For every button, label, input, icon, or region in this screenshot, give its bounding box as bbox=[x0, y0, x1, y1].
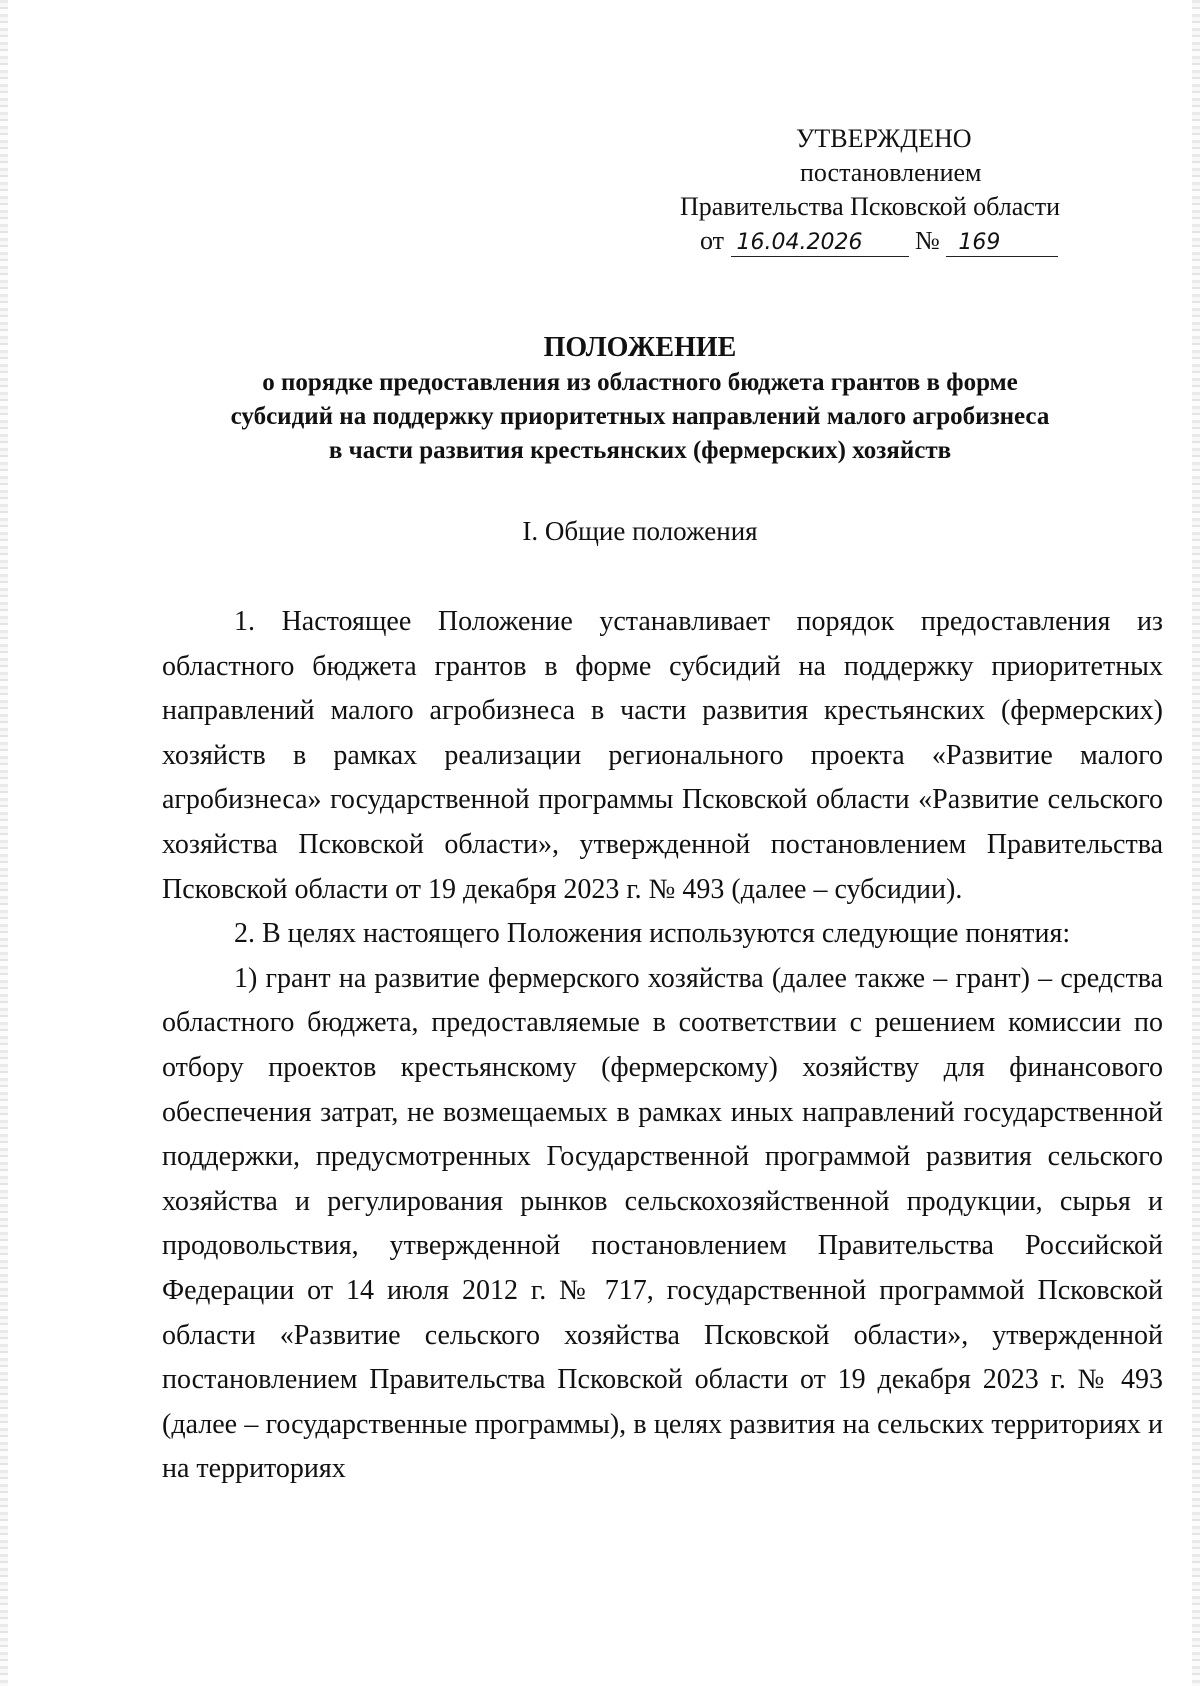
scan-edge-right bbox=[1192, 0, 1200, 1686]
paragraph-1: 1. Настоящее Положение устанавливает порядок предоставления из областного бюджета грантов в форме субсидий на поддержку приоритетных направлений малого агробизнеса в части развития крестьянских (фермерских) хозяйств в рамках реализации регионального проекта «Развитие малого агробизнеса» государственной программы Псковской области «Развитие сельского хозяйства Псковской области», утвержденной постановлением Правительства Псковской области от 19 декабря 2023 г. № 493 (далее – субсидии). bbox=[162, 606, 1163, 905]
approval-date-handwritten: 16.04.2026 bbox=[731, 230, 909, 257]
document-subtitle-line-1: о порядке предоставления из областного бюджета грантов в форме bbox=[262, 369, 1018, 396]
scan-edge-left bbox=[0, 0, 8, 1686]
approval-approved: УТВЕРЖДЕНО bbox=[796, 124, 972, 153]
approval-number-handwritten: 169 bbox=[946, 230, 1058, 257]
paragraph-2: 2. В целях настоящего Положения используются следующие понятия: bbox=[234, 918, 1071, 950]
approval-date-number-line bbox=[676, 224, 1096, 258]
document-subtitle-line-3: в части развития крестьянских (фермерских) хозяйств bbox=[328, 437, 952, 464]
document-title-block bbox=[120, 330, 1160, 468]
approval-authority: Правительства Псковской области bbox=[680, 192, 1061, 221]
section-heading: I. Общие положения bbox=[522, 516, 758, 546]
document-body bbox=[162, 600, 1163, 1492]
document-title: ПОЛОЖЕНИЕ bbox=[543, 332, 737, 363]
approval-by-decree: постановлением bbox=[800, 158, 982, 187]
document-subtitle-line-2: субсидий на поддержку приоритетных направлений малого агробизнеса bbox=[230, 403, 1050, 430]
approval-number-prefix: № bbox=[915, 226, 940, 255]
paragraph-2-item-1: 1) грант на развитие фермерского хозяйства (далее также – грант) – средства областного бюджета, предоставляемые в соответствии с решением комиссии по отбору проектов крестьянскому (фермерскому) хозяйству для финансового обеспечения затрат, не возмещаемых в рамках иных направлений государственной поддержки, предусмотренных Государственной программой развития сельского хозяйства и регулирования рынков сельскохозяйственной продукции, сырья и продовольствия, утвержденной постановлением Правительства Российской Федерации от 14 июля 2012 г. № 717, государственной программой Псковской области «Развитие сельского хозяйства Псковской области», утвержденной постановлением Правительства Псковской области от 19 декабря 2023 г. № 493 (далее – государственные программы), в целях развития на сельских территориях и на территориях bbox=[162, 962, 1163, 1485]
approval-date-prefix: от bbox=[700, 226, 725, 255]
approval-stamp-block bbox=[676, 122, 1096, 258]
